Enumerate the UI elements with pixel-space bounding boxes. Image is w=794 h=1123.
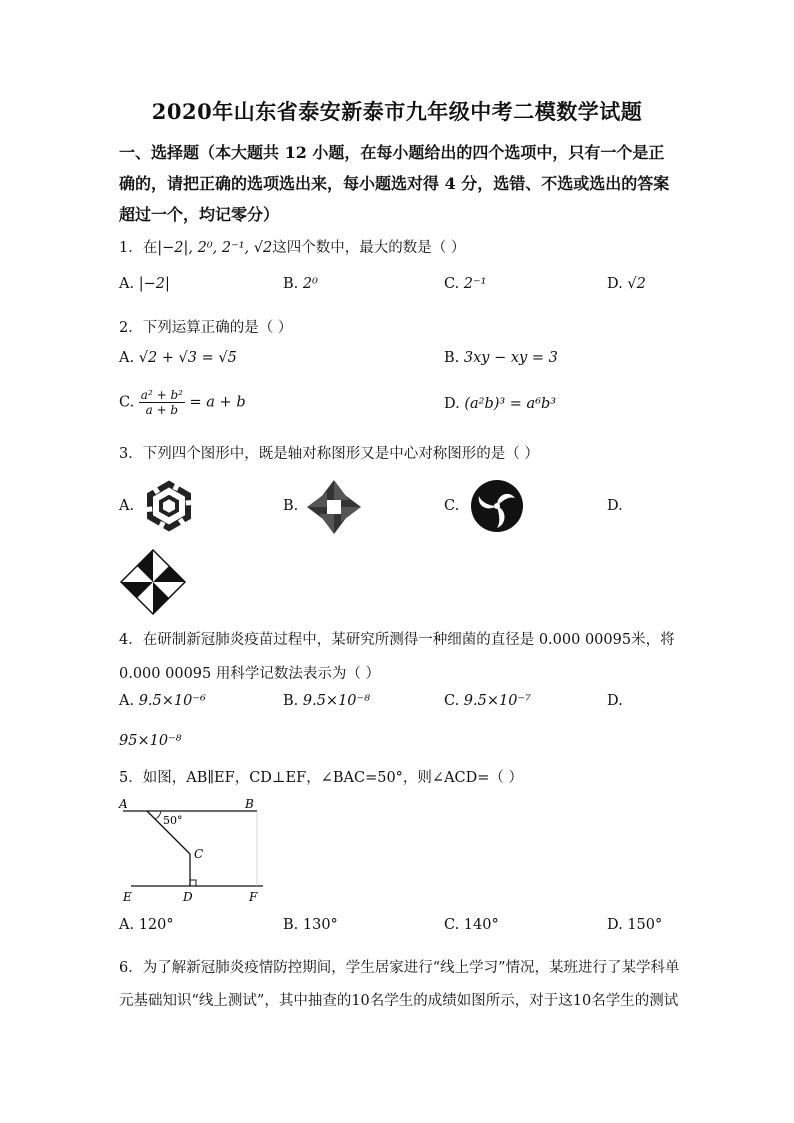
q3-option-a-label[interactable]: A. — [119, 498, 135, 514]
section-instructions-line-2: 确的，请把正确的选项选出来，每小题选对得 4 分，选错、不选或选出的答案 — [119, 174, 670, 193]
question-6-line-1: 6．为了解新冠肺炎疫情防控期间，学生居家进行“线上学习”情况，某班进行了某学科单 — [119, 960, 680, 976]
q3-option-b-label[interactable]: B. — [283, 498, 299, 514]
q5-option-c[interactable]: C. 140° — [444, 917, 499, 933]
q4-option-d-value[interactable]: 95×10⁻⁸ — [119, 733, 182, 749]
label-angle: 50° — [163, 814, 183, 827]
q1-suffix: 这四个数中，最大的数是（ ） — [272, 240, 466, 256]
section-instructions-line-1: 一、选择题（本大题共 12 小题，在每小题给出的四个选项中，只有一个是正 — [119, 143, 665, 162]
question-4-line-2: 0.000 00095 用科学记数法表示为（ ） — [119, 666, 380, 682]
question-5-stem: 5．如图，AB∥EF，CD⊥EF，∠BAC=50°，则∠ACD=（ ） — [119, 770, 524, 786]
q1-option-d[interactable]: D. √2 — [607, 276, 646, 292]
parallel-lines-figure — [117, 794, 267, 906]
q2-option-b[interactable]: B. 3xy − xy = 3 — [444, 350, 558, 366]
label-d: D — [183, 890, 193, 904]
q2-option-a[interactable]: A. √2 + √3 = √5 — [119, 350, 237, 366]
q1-expression: |−2|, 2⁰, 2⁻¹, √2 — [157, 240, 273, 256]
q3-option-c-label[interactable]: C. — [444, 498, 460, 514]
label-c: C — [194, 847, 204, 861]
q2-option-c[interactable]: C. $\frac{\text{a² + b²}}{a + b}$ = a + b — [119, 388, 246, 417]
label-f: F — [249, 890, 258, 904]
hexagon-chain-icon — [143, 480, 195, 532]
q1-option-a[interactable]: A. |−2| — [119, 276, 170, 292]
q5-option-a[interactable]: A. 120° — [119, 917, 174, 933]
page-title: 2020年山东省泰安新泰市九年级中考二模数学试题 — [151, 99, 643, 124]
q2-option-d[interactable]: D. (a²b)³ = a⁶b³ — [444, 396, 557, 412]
q1-prefix: 1．在 — [119, 240, 158, 256]
q4-option-c[interactable]: C. 9.5×10⁻⁷ — [444, 693, 531, 709]
section-instructions-line-3: 超过一个，均记零分） — [119, 205, 280, 224]
question-1-stem — [119, 236, 465, 257]
q5-option-d[interactable]: D. 150° — [607, 917, 663, 933]
label-b: B — [245, 797, 254, 811]
triple-tomoe-icon — [469, 478, 525, 534]
q1-option-b[interactable]: B. 2⁰ — [283, 276, 318, 292]
label-e: E — [123, 890, 132, 904]
q4-option-a[interactable]: A. 9.5×10⁻⁶ — [119, 693, 206, 709]
q4-option-b[interactable]: B. 9.5×10⁻⁸ — [283, 693, 371, 709]
question-3-stem: 3．下列四个图形中，既是轴对称图形又是中心对称图形的是（ ） — [119, 446, 539, 462]
diamond-pinwheel-icon — [119, 548, 187, 616]
question-2-stem: 2．下列运算正确的是（ ） — [119, 320, 293, 336]
q4-option-d[interactable]: D. — [607, 693, 623, 709]
q2-option-c-fraction: $\frac{\text{a² + b²}}{a + b}$ — [140, 388, 183, 417]
question-4-line-1: 4．在研制新冠肺炎疫苗过程中，某研究所测得一种细菌的直径是 0.000 00095米，将 — [119, 632, 675, 648]
q3-option-d-label[interactable]: D. — [607, 498, 623, 514]
pinwheel-square-icon — [305, 478, 363, 536]
question-6-line-2: 元基础知识“线上测试”，其中抽查的10名学生的成绩如图所示，对于这10名学生的测试 — [119, 993, 679, 1009]
q5-option-b[interactable]: B. 130° — [283, 917, 338, 933]
q1-option-c[interactable]: C. 2⁻¹ — [444, 276, 487, 292]
label-a: A — [119, 797, 128, 811]
